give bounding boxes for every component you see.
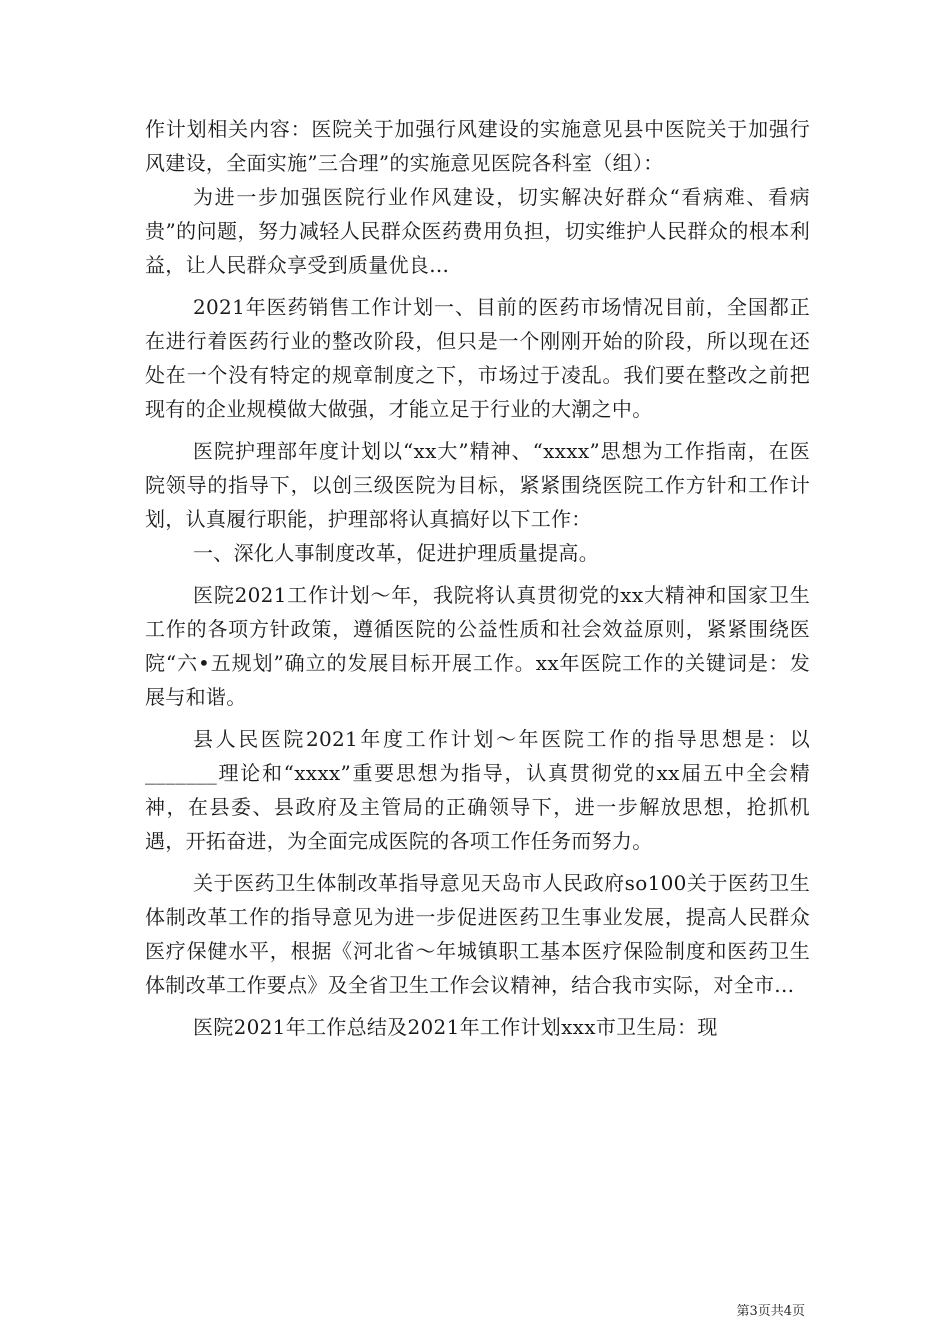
paragraph-5: 一、深化人事制度改革，促进护理质量提高。: [193, 541, 599, 565]
paragraph-3: 2021年医药销售工作计划一、目前的医药市场情况目前，全国都正在进行着医药行业的整改阶段，但只是一个刚刚开始的阶段，所以现在还处在一个没有特定的规章制度之下，市场过于凌乱。我们要在整改之前把现有的企业规模做大做强，才能立足于行业的大潮之中。: [145, 295, 810, 421]
paragraph-6: 医院2021工作计划～年，我院将认真贯彻党的xx大精神和国家卫生工作的各项方针政策，遵循医院的公益性质和社会效益原则，紧紧围绕医院“六•五规划”确立的发展目标开展工作。xx年医院工作的关键词是：发展与和谐。: [145, 583, 810, 709]
paragraph-2: 为进一步加强医院行业作风建设，切实解决好群众“看病难、看病贵”的问题，努力减轻人民群众医药费用负担，切实维护人民群众的根本利益，让人民群众享受到质量优良...: [145, 185, 810, 277]
paragraph-4: 医院护理部年度计划以“xx大”精神、“xxxx”思想为工作指南，在医院领导的指导下，以创三级医院为目标，紧紧围绕医院工作方针和工作计划，认真履行职能，护理部将认真搞好以下工作：: [145, 439, 810, 531]
page-number: 第3页共4页: [736, 1304, 805, 1319]
paragraph-1: 作计划相关内容：医院关于加强行风建设的实施意见县中医院关于加强行风建设，全面实施”三合理”的实施意见医院各科室（组）：: [145, 117, 810, 175]
document-body: [145, 112, 810, 1044]
paragraph-8: 关于医药卫生体制改革指导意见天岛市人民政府so100关于医药卫生体制改革工作的指导意见为进一步促进医药卫生事业发展，提高人民群众医疗保健水平，根据《河北省～年城镇职工基本医疗保险制度和医药卫生体制改革工作要点》及全省卫生工作会议精神，结合我市实际，对全市...: [145, 871, 810, 997]
paragraph-7: 县人民医院2021年度工作计划～年医院工作的指导思想是：以_______理论和“xxxx”重要思想为指导，认真贯彻党的xx届五中全会精神，在县委、县政府及主管局的正确领导下，进一步解放思想，抢抓机遇，开拓奋进，为全面完成医院的各项工作任务而努力。: [145, 727, 810, 853]
paragraph-9: 医院2021年工作总结及2021年工作计划xxx市卫生局：现: [193, 1015, 718, 1039]
